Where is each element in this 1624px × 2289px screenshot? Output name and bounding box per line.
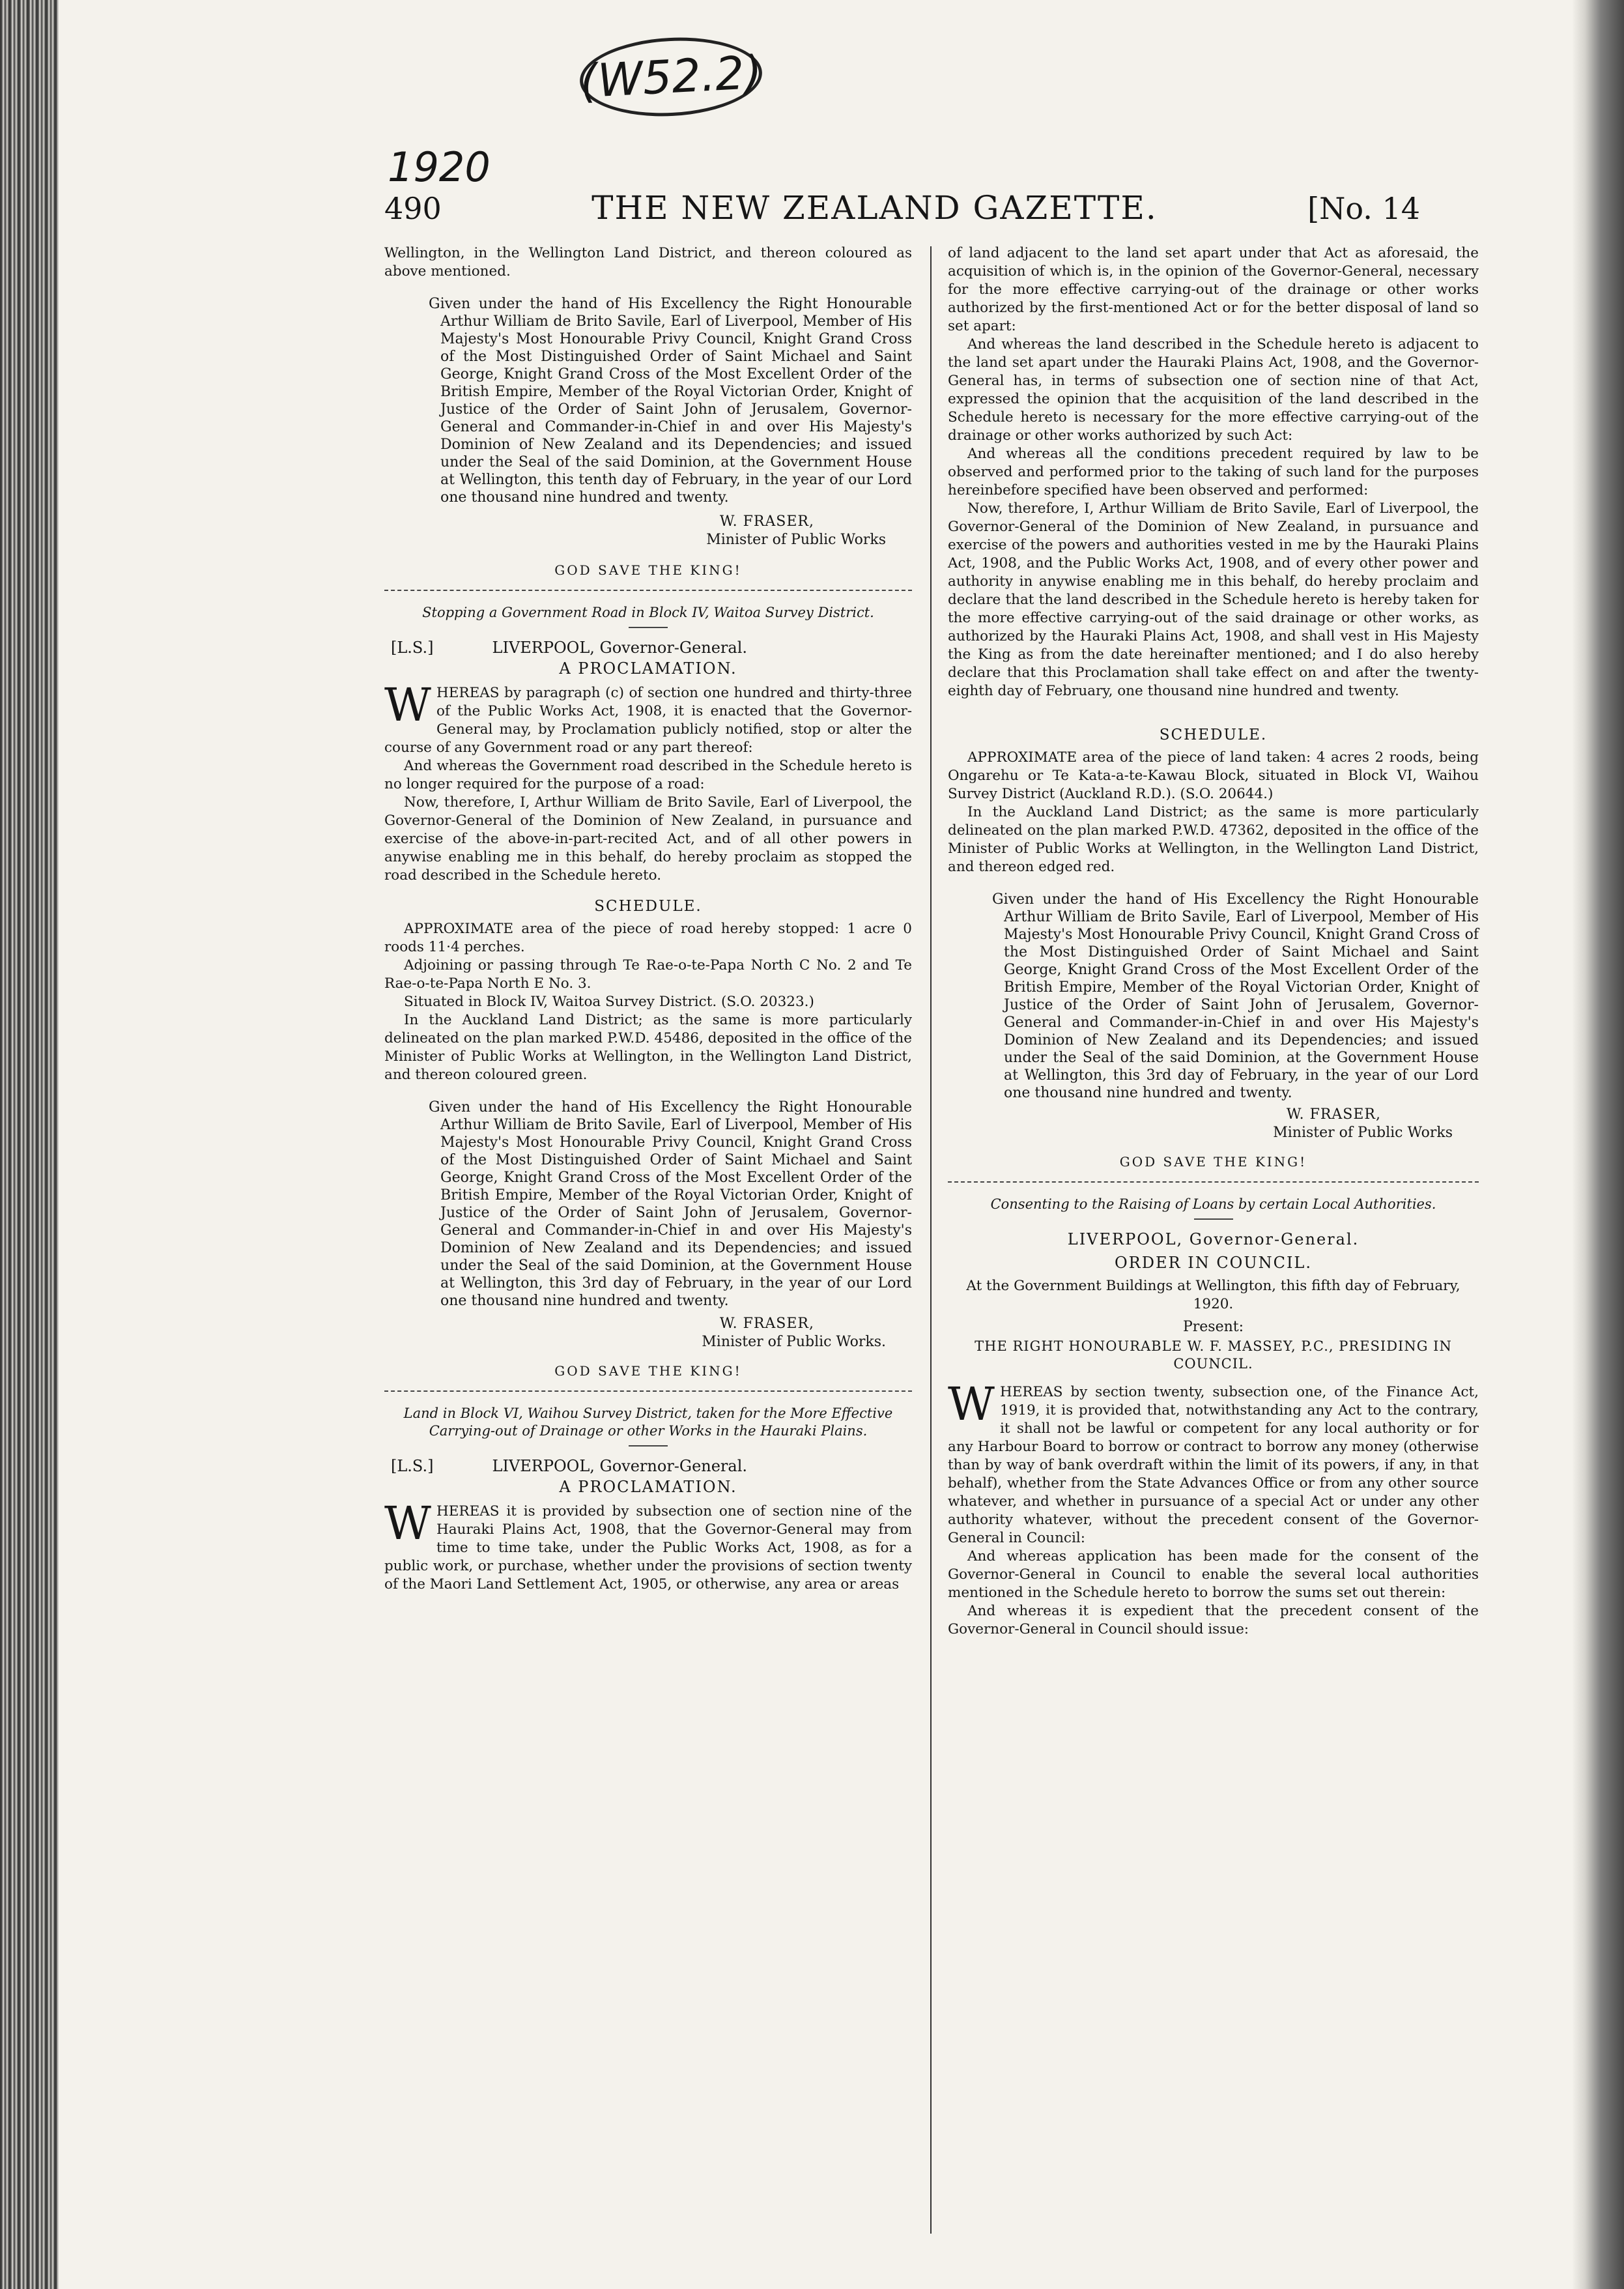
signature-name-3: W. FRASER, [1286,1106,1381,1123]
stamp-text: (W52.2) [578,45,763,109]
governor-general-line: LIVERPOOL, Governor-General. [492,1457,748,1475]
column-divider [930,246,932,2234]
signature-name-2: W. FRASER, [719,1316,814,1332]
notice-heading-land: Land in Block VI, Waihou Survey District, taken for the More Effective Carrying-out of Drainage or other Works in the Hauraki Plains. [403,1405,893,1439]
order-in-council-title: ORDER IN COUNCIL. [1115,1254,1312,1272]
seal-line [391,1456,912,1476]
order-place-date: At the Government Buildings at Wellington, this fifth day of February, 1920. [966,1278,1460,1312]
presiding-line: THE RIGHT HONOURABLE W. F. MASSEY, P.C., PRESIDING IN COUNCIL. [975,1338,1452,1372]
given-under-hand-1: Given under the hand of His Excellency the Right Honourable Arthur William de Brito Savile, Earl of Liverpool, Member of His Majesty's Most Honourable Privy Council, Knight Grand Cross of the Most Distinguished Order of Saint Michael and Saint George, Knight Grand Cross of the Most Excellent Order of the British Empire, Member of the Royal Victorian Order, Knight of Justice of the Order of Saint John of Jerusalem, Governor-General and Commander-in-Chief in and over His Majesty's Dominion of New Zealand and its Dependencies; and issued under the Seal of the said Dominion, at the Government House at Wellington, this tenth day of February, in the year of our Lord one thousand nine hundred and twenty. [429,296,912,506]
masthead: THE NEW ZEALAND GAZETTE. [591,189,1158,227]
signature-title-2: Minister of Public Works. [702,1334,886,1350]
given-under-hand-2: Given under the hand of His Excellency the Right Honourable Arthur William de Brito Savile, Earl of Liverpool, Member of His Majesty's Most Honourable Privy Council, Knight Grand Cross of the Most Distinguished Order of Saint Michael and Saint George, Knight Grand Cross of the Most Excellent Order of the British Empire, Member of the Royal Victorian Order, Knight of Justice of the Order of Saint John of Jerusalem, Governor-General and Commander-in-Chief in and over His Majesty's Dominion of New Zealand and its Dependencies; and issued under the Seal of the said Dominion, at the Government House at Wellington, this 3rd day of February, in the year of our Lord one thousand nine hundred and twenty. [429,1099,912,1309]
and-whereas-paragraph: And whereas application has been made for the consent of the Governor-General in Council to enable the several local authorities mentioned in the Schedule hereto to borrow the sums set out therein: [948,1548,1479,1601]
section-divider-1 [384,590,912,591]
present-label: Present: [1182,1319,1244,1335]
signature-name-1: W. FRASER, [719,513,814,530]
schedule-situated: Situated in Block IV, Waitoa Survey District. (S.O. 20323.) [404,994,814,1010]
short-rule [1194,1218,1233,1220]
drop-cap: W [948,1377,995,1431]
whereas-paragraph [384,1497,912,1594]
schedule-area: APPROXIMATE area of the piece of land taken: 4 acres 2 roods, being Ongarehu or Te Kata-a-te-Kawau Block, situated in Block VI, Waihou Survey District (Auckland R.D.). (S.O. 20644.) [948,749,1479,802]
proclamation-title: A PROCLAMATION. [559,659,737,678]
seal-mark: [L.S.] [391,639,434,657]
god-save-the-king-1: GOD SAVE THE KING! [554,562,742,578]
schedule-district: In the Auckland Land District; as the same is more particularly delineated on the plan marked P.W.D. 45486, deposited in the office of the Minister of Public Works at Wellington, in the Wellington Land District, and thereon coloured green. [384,1012,912,1083]
god-save-the-king-2: GOD SAVE THE KING! [554,1363,742,1379]
god-save-the-king-3: GOD SAVE THE KING! [1119,1154,1307,1170]
continuation-paragraph: Wellington, in the Wellington Land District, and thereon coloured as above mentioned. [384,245,912,280]
governor-general-line: LIVERPOOL, Governor-General. [1067,1230,1360,1248]
whereas-text: HEREAS by section twenty, subsection one, of the Finance Act, 1919, it is provided that, notwithstanding any Act to the contrary, it shall not be lawful or competent for any local authority or for any Harbour Board to borrow or contract to borrow any money (otherwise than by way of bank overdraft within the limit of its powers, if any, in that behalf), whether from the State Advances Office or from any other source whatever, and whether in pursuance of a special Act or under any other authority whatever, without the precedent consent of the Governor-General in Council: [948,1384,1479,1546]
and-whereas-paragraph: And whereas it is expedient that the precedent consent of the Governor-General in Council should issue: [948,1603,1479,1637]
seal-line [391,637,912,658]
page-number: 490 [384,191,442,226]
handwritten-year: 1920 [388,143,491,191]
proclamation-title: A PROCLAMATION. [559,1478,737,1496]
issue-number: [No. 14 [1307,191,1420,226]
right-column [948,244,1479,1639]
page-header [384,189,1420,235]
and-whereas-paragraph: And whereas all the conditions precedent required by law to be observed and performed prior to the taking of such land for the purposes hereinbefore specified have been observed and performed: [948,446,1479,498]
drop-cap: W [384,1497,431,1550]
schedule-district: In the Auckland Land District; as the same is more particularly delineated on the plan marked P.W.D. 47362, deposited in the office of the Minister of Public Works at Wellington, in the Wellington Land District, and thereon edged red. [948,804,1479,875]
whereas-paragraph [384,678,912,757]
section-divider-2 [384,1390,912,1392]
given-under-hand-3: Given under the hand of His Excellency the Right Honourable Arthur William de Brito Savile, Earl of Liverpool, Member of His Majesty's Most Honourable Privy Council, Knight Grand Cross of the Most Distinguished Order of Saint Michael and Saint George, Knight Grand Cross of the Most Excellent Order of the British Empire, Member of the Royal Victorian Order, Knight of Justice of the Order of Saint John of Jerusalem, Governor-General and Commander-in-Chief in and over His Majesty's Dominion of New Zealand and its Dependencies; and issued under the Seal of the said Dominion, at the Government House at Wellington, this 3rd day of February, in the year of our Lord one thousand nine hundred and twenty. [992,891,1479,1101]
whereas-text: HEREAS it is provided by subsection one of section nine of the Hauraki Plains Act, 1908, that the Governor-General may from time to time take, under the Public Works Act, 1908, as for a public work, or purchase, whether under the provisions of section twenty of the Maori Land Settlement Act, 1905, or otherwise, any area or areas [384,1503,912,1592]
signature-title-3: Minister of Public Works [1273,1125,1453,1141]
schedule-adjoining: Adjoining or passing through Te Rae-o-te-Papa North C No. 2 and Te Rae-o-te-Papa North E No. 3. [384,957,912,992]
continuation-paragraph: of land adjacent to the land set apart under that Act as aforesaid, the acquisition of which is, in the opinion of the Governor-General, necessary for the more effective carrying-out of the drainage or other works authorized by the first-mentioned Act or for the better disposal of land so set apart: [948,245,1479,334]
schedule-area: APPROXIMATE area of the piece of road hereby stopped: 1 acre 0 roods 11·4 perches. [384,921,912,955]
whereas-text: HEREAS by paragraph (c) of section one hundred and thirty-three of the Public Works Act, 1908, it is enacted that the Governor-General may, by Proclamation publicly notified, stop or alter the course of any Government road or any part thereof: [384,685,912,756]
signature-title-1: Minister of Public Works [706,532,886,548]
section-divider-3 [948,1181,1479,1183]
drop-cap: W [384,678,431,732]
schedule-title: SCHEDULE. [594,898,702,915]
governor-general-line: LIVERPOOL, Governor-General. [492,639,748,657]
schedule-title: SCHEDULE. [1159,727,1268,743]
now-therefore-paragraph: Now, therefore, I, Arthur William de Brito Savile, Earl of Liverpool, the Governor-General of the Dominion of New Zealand, in pursuance and exercise of the powers and authorities vested in me by the Hauraki Plains Act, 1908, and the Public Works Act, 1908, and of every other power and authority in anywise enabling me in this behalf, do hereby proclaim and declare that the land described in the Schedule hereto is hereby taken for the more effective carrying-out of the said drainage or other works, as authorized by the Hauraki Plains Act, 1908, and shall vest in His Majesty the King as from the date hereinafter mentioned; and I do also hereby declare that this Proclamation shall take effect on and after the twenty-eighth day of February, one thousand nine hundred and twenty. [948,500,1479,699]
now-therefore-paragraph: Now, therefore, I, Arthur William de Brito Savile, Earl of Liverpool, the Governor-General of the Dominion of New Zealand, in pursuance and exercise of the above-in-part-recited Act, and of all other powers in anywise enabling me in this behalf, do hereby proclaim as stopped the road described in the Schedule hereto. [384,794,912,884]
notice-heading-road: Stopping a Government Road in Block IV, Waitoa Survey District. [422,605,874,620]
handwritten-stamp [578,33,764,121]
and-whereas-paragraph: And whereas the land described in the Schedule hereto is adjacent to the land set apart under the Hauraki Plains Act, 1908, and the Governor-General has, in terms of subsection one of section nine of that Act, expressed the opinion that the acquisition of the land described in the Schedule hereto is necessary for the more effective carrying-out of the drainage or other works authorized by such Act: [948,336,1479,444]
binding-edge-right [1572,0,1624,2289]
binding-edge-left [0,0,59,2289]
and-whereas-paragraph: And whereas the Government road described in the Schedule hereto is no longer required for the purpose of a road: [384,758,912,792]
notice-heading-loans: Consenting to the Raising of Loans by certain Local Authorities. [990,1196,1436,1212]
whereas-paragraph [948,1377,1479,1548]
left-column [384,244,912,1594]
short-rule [629,627,668,628]
seal-mark: [L.S.] [391,1457,434,1475]
short-rule [629,1445,668,1447]
